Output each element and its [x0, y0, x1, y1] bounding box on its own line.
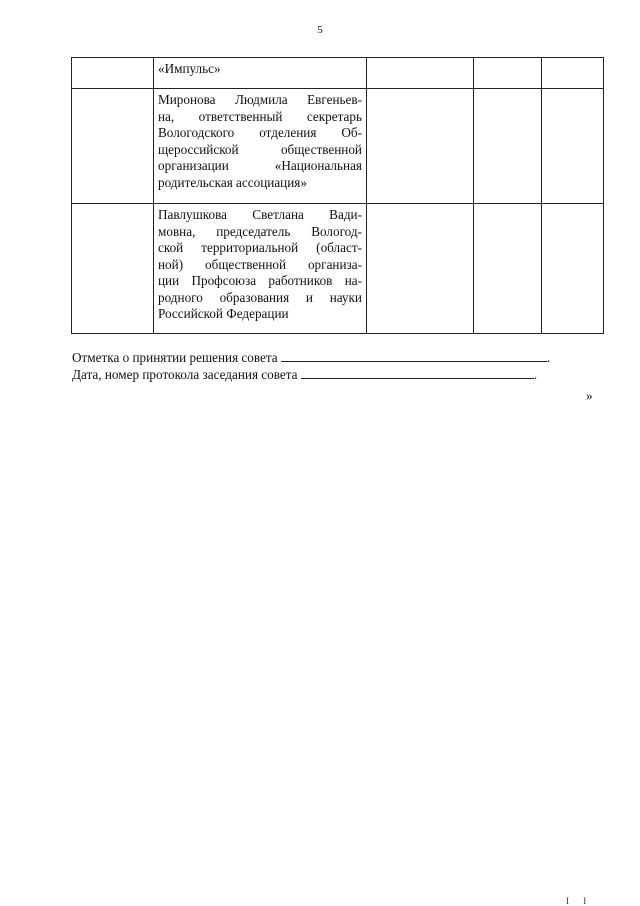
table-row	[72, 204, 604, 334]
table-cell	[542, 89, 604, 204]
table-cell	[367, 58, 474, 89]
name-line: ной) общественной организа-	[158, 256, 362, 272]
table-cell	[474, 204, 542, 334]
page-number: 5	[317, 24, 323, 36]
table-cell	[542, 204, 604, 334]
council-decision-block	[72, 350, 602, 383]
table-cell-number	[72, 89, 154, 204]
table-cell-name	[154, 204, 367, 334]
name-line: на, ответственный секретарь	[158, 108, 362, 124]
name-line: Миронова Людмила Евгеньев-	[158, 92, 362, 107]
name-line: родного образования и науки	[158, 289, 362, 305]
decision-mark-line	[72, 350, 602, 367]
table-cell	[474, 89, 542, 204]
name-line: организации «Национальная	[158, 158, 362, 173]
table-row	[72, 58, 604, 89]
table-cell-number	[72, 204, 154, 334]
table-cell-name	[154, 89, 367, 204]
table-row	[72, 89, 604, 204]
decision-mark-blank	[281, 350, 547, 362]
table-cell-name	[154, 58, 367, 89]
decision-date-blank	[301, 367, 534, 379]
name-line: Российской Федерации	[158, 306, 289, 321]
name-line: родительская ассоциация»	[158, 174, 307, 190]
table-cell	[367, 89, 474, 204]
name-line: Павлушкова Светлана Вади-	[158, 207, 362, 222]
name-line: щероссийской общественной	[158, 141, 362, 157]
decision-date-end: .	[533, 366, 538, 382]
decision-mark-label: Отметка о принятии решения совета	[72, 350, 278, 365]
decision-date-label: Дата, номер протокола заседания совета	[72, 366, 298, 382]
closing-quote: »	[586, 388, 593, 403]
name-line: мовна, председатель Вологод-	[158, 223, 362, 239]
name-line: Вологодского отделения Об-	[158, 125, 362, 140]
table-cell	[367, 204, 474, 334]
corner-marks: I I	[566, 896, 593, 906]
decision-date-line	[72, 367, 602, 384]
table-cell	[474, 58, 542, 89]
table-cell-number	[72, 58, 154, 89]
decision-mark-end: .	[546, 350, 551, 365]
name-line: ции Профсоюза работников на-	[158, 273, 362, 288]
name-line: ской территориальной (област-	[158, 240, 362, 255]
members-table	[71, 57, 604, 334]
name-line: «Импульс»	[158, 61, 221, 76]
table-cell	[542, 58, 604, 89]
